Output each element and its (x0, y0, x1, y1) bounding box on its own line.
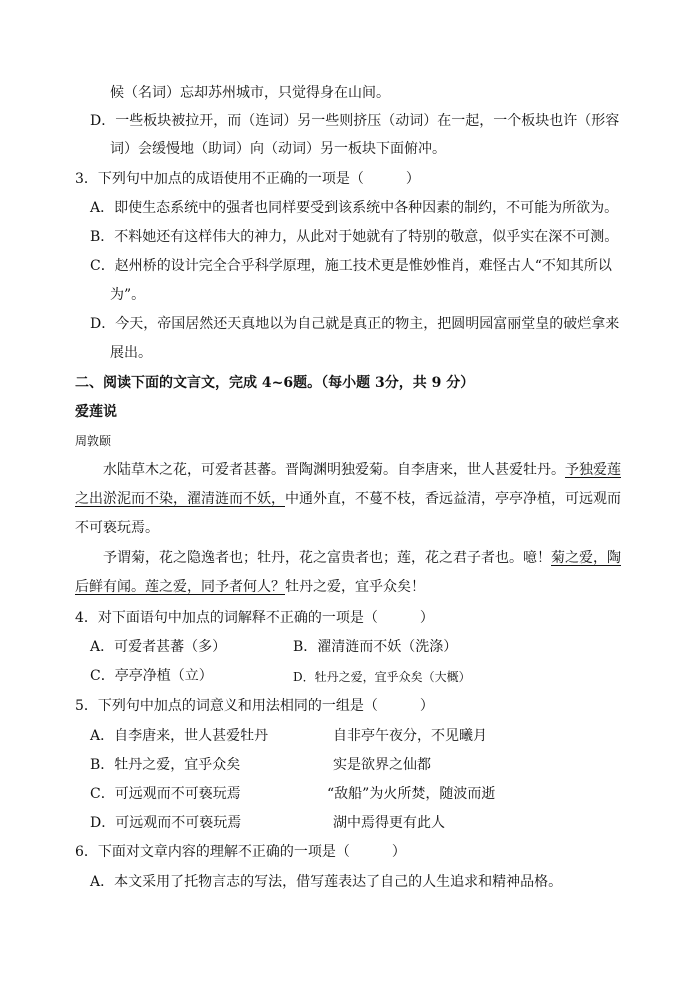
section-2-heading: 二、阅读下面的文言文，完成 4~6题。（每小题 3分，共 9 分） (75, 375, 475, 391)
passage-author: 周敦颐 (75, 434, 112, 448)
question-5-option-d-left: D．可远观而不可亵玩焉 (90, 815, 242, 831)
question-5: 5．下列句中加点的词意义和用法相同的一组是（ ） (75, 698, 434, 714)
underlined-text: 之出淤泥而不染，濯清涟而不妖， (75, 491, 285, 507)
question-3-option-b: B．不料她还有这样伟大的神力，从此对于她就有了特别的敬意，似乎实在深不可测。 (90, 229, 619, 245)
question-4-option-a: A．可爱者甚蕃（多） (90, 639, 227, 655)
option-d-line1: D．一些板块被拉开，而（连词）另一些则挤压（动词）在一起，一个板块也许（形容 (90, 113, 620, 129)
passage-text: 予谓菊，花之隐逸者也；牡丹，花之富贵者也；莲，花之君子者也。噫！ (103, 550, 551, 566)
question-3: 3．下列句中加点的成语使用不正确的一项是（ ） (75, 171, 420, 187)
passage-text: 牡丹之爱，宜乎众矣！ (285, 579, 425, 595)
question-6: 6．下面对文章内容的理解不正确的一项是（ ） (75, 844, 406, 860)
question-4-option-c: C．亭亭净植（立） (90, 668, 213, 684)
question-3-option-d-line1: D．今天，帝国居然还天真地以为自己就是真正的物主，把圆明园富丽堂皇的破烂拿来 (90, 316, 620, 332)
passage-text: 中通外直，不蔓不枝，香远益清，亭亭净植，可远观而 (285, 491, 621, 507)
underlined-text: 予独爱莲 (565, 462, 621, 478)
question-4-option-b: B．濯清涟而不妖（洗涤） (293, 639, 458, 655)
underlined-text: 菊之爱，陶 (551, 550, 621, 566)
passage-title: 爱莲说 (75, 404, 117, 420)
passage-paragraph-2-line1 (103, 549, 621, 567)
option-c-continuation: 候（名词）忘却苏州城市，只觉得身在山间。 (110, 85, 390, 101)
question-5-option-b-right: 实是欲界之仙都 (333, 757, 431, 773)
question-5-option-c-right: “敌船”为火所焚，随波而逝 (327, 786, 496, 802)
passage-paragraph-1-line1 (103, 461, 621, 479)
passage-text: 水陆草木之花，可爱者甚蕃。晋陶渊明独爱菊。自李唐来，世人甚爱牡丹。 (103, 462, 565, 478)
question-6-option-a: A．本文采用了托物言志的写法，借写莲表达了自己的人生追求和精神品格。 (90, 874, 563, 890)
passage-paragraph-1-line2 (75, 490, 621, 508)
question-4: 4．对下面语句中加点的词解释不正确的一项是（ ） (75, 610, 434, 626)
question-5-option-a-right: 自非亭午夜分，不见曦月 (333, 728, 487, 744)
underlined-text: 后鲜有闻。莲之爱，同予者何人？ (75, 579, 285, 595)
passage-paragraph-1-line3: 不可亵玩焉。 (75, 520, 159, 536)
passage-paragraph-2-line2 (75, 578, 425, 596)
option-d-line2: 词）会缓慢地（助词）向（动词）另一板块下面俯冲。 (110, 141, 446, 157)
question-3-option-c-line1: C．赵州桥的设计完全合乎科学原理，施工技术更是惟妙惟肖，难怪古人“不知其所以 (90, 258, 612, 274)
question-3-option-d-line2: 展出。 (110, 345, 152, 361)
question-5-option-b-left: B．牡丹之爱，宜乎众矣 (90, 757, 241, 773)
question-5-option-d-right: 湖中焉得更有此人 (333, 815, 445, 831)
question-3-option-c-line2: 为”。 (110, 287, 146, 303)
question-3-option-a: A．即使生态系统中的强者也同样要受到该系统中各种因素的制约，不可能为所欲为。 (90, 200, 619, 216)
question-4-option-d: D．牡丹之爱，宜乎众矣（大概） (293, 670, 471, 684)
question-5-option-a-left: A．自李唐来，世人甚爱牡丹 (90, 728, 269, 744)
question-5-option-c-left: C．可远观而不可亵玩焉 (90, 786, 241, 802)
